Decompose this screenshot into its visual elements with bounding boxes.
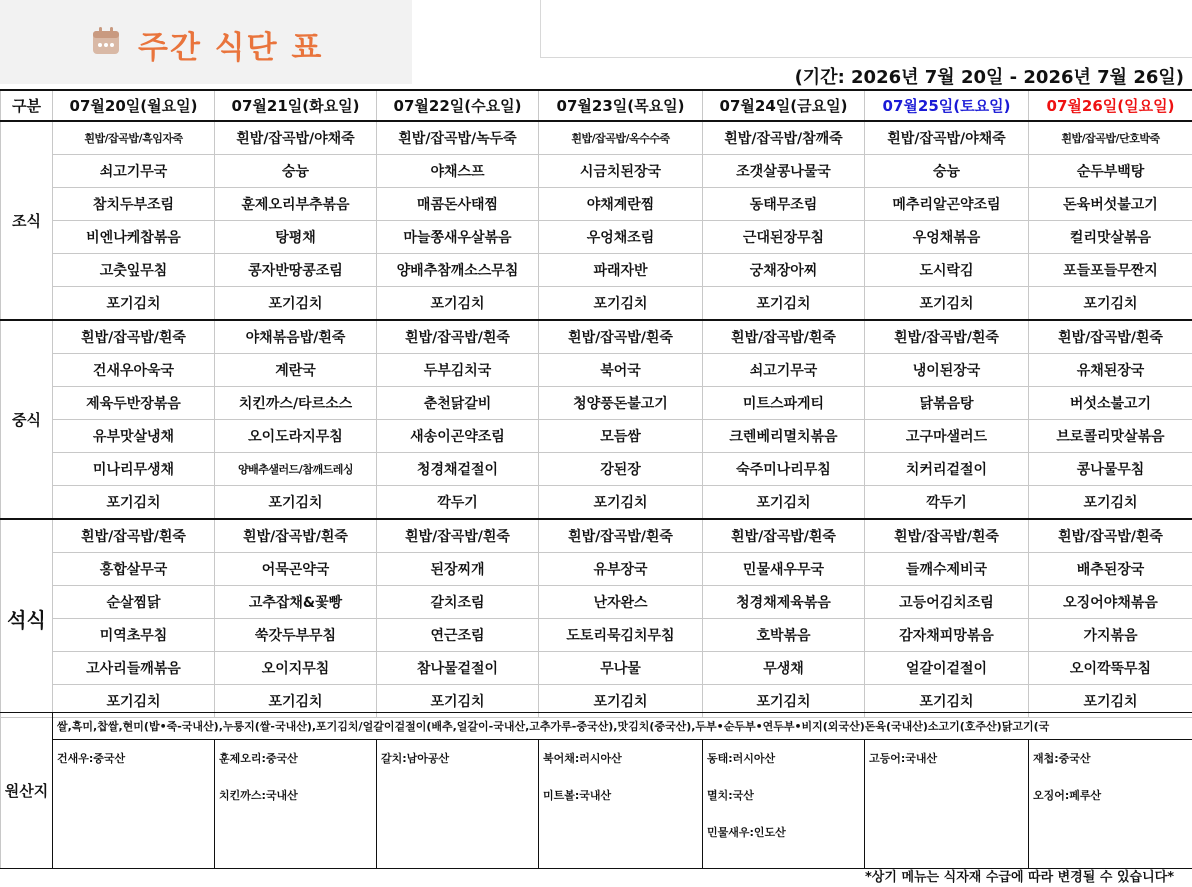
menu-item: 흰밥/잡곡밥/흰죽 xyxy=(53,519,215,553)
menu-item: 숭늉 xyxy=(865,155,1029,188)
menu-item: 순살찜닭 xyxy=(53,586,215,619)
menu-item: 홍합살무국 xyxy=(53,553,215,586)
menu-row xyxy=(1,586,1192,619)
menu-item: 야채볶음밥/흰죽 xyxy=(215,320,377,354)
menu-item: 시금치된장국 xyxy=(539,155,703,188)
menu-item: 들깨수제비국 xyxy=(865,553,1029,586)
menu-item: 비엔나케찹볶음 xyxy=(53,221,215,254)
menu-item: 청경채제육볶음 xyxy=(703,586,865,619)
menu-item: 흰밥/잡곡밥/흰죽 xyxy=(539,519,703,553)
menu-item: 버섯소불고기 xyxy=(1029,387,1192,420)
menu-item: 순두부백탕 xyxy=(1029,155,1192,188)
menu-item: 흰밥/잡곡밥/흰죽 xyxy=(215,519,377,553)
menu-row xyxy=(1,155,1192,188)
menu-item: 가지볶음 xyxy=(1029,619,1192,652)
menu-row xyxy=(1,420,1192,453)
menu-item: 흰밥/잡곡밥/흰죽 xyxy=(377,519,539,553)
menu-item: 동태무조림 xyxy=(703,188,865,221)
menu-item: 포기김치 xyxy=(539,486,703,520)
grid-line xyxy=(540,57,1192,58)
menu-item: 포기김치 xyxy=(377,685,539,718)
menu-item: 냉이된장국 xyxy=(865,354,1029,387)
menu-item: 제육두반장볶음 xyxy=(53,387,215,420)
footer-note: *상기 메뉴는 식자재 수급에 따라 변경될 수 있습니다* xyxy=(865,870,1174,885)
menu-item: 포기김치 xyxy=(53,287,215,321)
day-header: 07월22일(수요일) xyxy=(377,90,539,121)
weekly-menu-table xyxy=(0,89,1192,718)
menu-item: 고등어김치조림 xyxy=(865,586,1029,619)
menu-item: 청경채겉절이 xyxy=(377,453,539,486)
menu-item: 참나물겉절이 xyxy=(377,652,539,685)
menu-item: 어묵곤약국 xyxy=(215,553,377,586)
menu-item: 흰밥/잡곡밥/흰죽 xyxy=(703,320,865,354)
menu-item: 오이지무침 xyxy=(215,652,377,685)
menu-item: 무생채 xyxy=(703,652,865,685)
menu-item: 깍두기 xyxy=(865,486,1029,520)
day-header: 07월24일(금요일) xyxy=(703,90,865,121)
menu-item: 흰밥/잡곡밥/흑임자죽 xyxy=(53,121,215,155)
menu-item: 유부장국 xyxy=(539,553,703,586)
origin-cell xyxy=(865,740,1029,869)
menu-item: 야채계란찜 xyxy=(539,188,703,221)
menu-item: 흰밥/잡곡밥/참깨죽 xyxy=(703,121,865,155)
page-title: 주간 식단 표 xyxy=(138,30,324,66)
day-header: 07월20일(월요일) xyxy=(53,90,215,121)
menu-item: 새송이곤약조림 xyxy=(377,420,539,453)
menu-item: 고춧잎무침 xyxy=(53,254,215,287)
origin-item: 갈치:남아공산 xyxy=(381,752,450,765)
menu-item: 건새우아욱국 xyxy=(53,354,215,387)
menu-item: 조갯살콩나물국 xyxy=(703,155,865,188)
menu-item: 포기김치 xyxy=(1029,287,1192,321)
menu-item: 포기김치 xyxy=(53,486,215,520)
menu-item: 포기김치 xyxy=(215,486,377,520)
menu-item: 훈제오리부추볶음 xyxy=(215,188,377,221)
origin-cell xyxy=(539,740,703,869)
menu-item: 미나리무생채 xyxy=(53,453,215,486)
menu-item: 포기김치 xyxy=(215,685,377,718)
period-label: (기간: 2026년 7월 20일 - 2026년 7월 26일) xyxy=(794,67,1184,88)
menu-item: 고사리들깨볶음 xyxy=(53,652,215,685)
menu-item: 유부맛살냉채 xyxy=(53,420,215,453)
menu-item: 브로콜리맛살볶음 xyxy=(1029,420,1192,453)
day-header: 07월25일(토요일) xyxy=(865,90,1029,121)
menu-item: 연근조림 xyxy=(377,619,539,652)
origin-item: 훈제오리:중국산 xyxy=(219,752,298,765)
menu-item: 숭늉 xyxy=(215,155,377,188)
menu-item: 마늘쫑새우살볶음 xyxy=(377,221,539,254)
menu-item: 감자채피망볶음 xyxy=(865,619,1029,652)
corner-label: 구분 xyxy=(1,90,53,121)
origin-item: 동태:러시아산 xyxy=(707,752,776,765)
day-header-row xyxy=(1,90,1192,121)
menu-item: 유채된장국 xyxy=(1029,354,1192,387)
menu-item: 포기김치 xyxy=(215,287,377,321)
origin-item: 건새우:중국산 xyxy=(57,752,126,765)
menu-item: 포기김치 xyxy=(865,287,1029,321)
calendar-icon xyxy=(90,25,122,57)
menu-item: 고추잡채&꽃빵 xyxy=(215,586,377,619)
menu-item: 난자완스 xyxy=(539,586,703,619)
menu-item: 얼갈이겉절이 xyxy=(865,652,1029,685)
menu-item: 포기김치 xyxy=(703,685,865,718)
menu-item: 흰밥/잡곡밥/녹두죽 xyxy=(377,121,539,155)
menu-item: 포기김치 xyxy=(1029,486,1192,520)
menu-item: 야채스프 xyxy=(377,155,539,188)
menu-item: 춘천닭갈비 xyxy=(377,387,539,420)
menu-item: 흰밥/잡곡밥/흰죽 xyxy=(539,320,703,354)
menu-row xyxy=(1,553,1192,586)
menu-item: 호박볶음 xyxy=(703,619,865,652)
menu-item: 된장찌개 xyxy=(377,553,539,586)
menu-item: 고구마샐러드 xyxy=(865,420,1029,453)
menu-item: 흰밥/잡곡밥/흰죽 xyxy=(53,320,215,354)
menu-item: 치커리겉절이 xyxy=(865,453,1029,486)
origin-cell xyxy=(377,740,539,869)
origin-summary: 쌀,흑미,찹쌀,현미(밥•죽-국내산),누룽지(쌀-국내산),포기김치/얼갈이겉절이(배추,얼갈이-국내산,고추가루-중국산),맛김치(중국산),두부•순두부•연두부•비지(외국산)돈육(국내산)소고기(호주산)닭고기(국 xyxy=(53,713,1192,740)
meal-label: 조식 xyxy=(1,121,53,320)
menu-item: 포기김치 xyxy=(377,287,539,321)
menu-row xyxy=(1,652,1192,685)
menu-item: 포기김치 xyxy=(703,486,865,520)
menu-item: 흰밥/잡곡밥/야채죽 xyxy=(215,121,377,155)
origin-item: 치킨까스:국내산 xyxy=(219,789,298,802)
menu-item: 포기김치 xyxy=(539,287,703,321)
menu-item: 쇠고기무국 xyxy=(53,155,215,188)
menu-row xyxy=(1,188,1192,221)
day-header: 07월23일(목요일) xyxy=(539,90,703,121)
menu-item: 참치두부조림 xyxy=(53,188,215,221)
menu-item: 계란국 xyxy=(215,354,377,387)
origin-item: 멸치:국산 xyxy=(707,789,754,802)
origin-label: 원산지 xyxy=(1,713,53,869)
origin-details-row xyxy=(1,740,1192,869)
menu-item: 매콤돈사태찜 xyxy=(377,188,539,221)
menu-item: 배추된장국 xyxy=(1029,553,1192,586)
menu-item: 흰밥/잡곡밥/흰죽 xyxy=(865,519,1029,553)
menu-row xyxy=(1,121,1192,155)
origin-item: 북어채:러시아산 xyxy=(543,752,622,765)
menu-row xyxy=(1,254,1192,287)
menu-item: 깍두기 xyxy=(377,486,539,520)
menu-item: 두부김치국 xyxy=(377,354,539,387)
menu-item: 근대된장무침 xyxy=(703,221,865,254)
menu-item: 흰밥/잡곡밥/흰죽 xyxy=(703,519,865,553)
menu-item: 민물새우무국 xyxy=(703,553,865,586)
menu-item: 우엉채조림 xyxy=(539,221,703,254)
menu-item: 갈치조림 xyxy=(377,586,539,619)
menu-item: 흰밥/잡곡밥/옥수수죽 xyxy=(539,121,703,155)
origin-cell xyxy=(53,740,215,869)
day-header: 07월21일(화요일) xyxy=(215,90,377,121)
menu-item: 크렌베리멸치볶음 xyxy=(703,420,865,453)
menu-item: 흰밥/잡곡밥/단호박죽 xyxy=(1029,121,1192,155)
menu-item: 북어국 xyxy=(539,354,703,387)
menu-row xyxy=(1,387,1192,420)
origin-cell xyxy=(703,740,865,869)
origin-item: 고등어:국내산 xyxy=(869,752,938,765)
origin-item: 재첩:중국산 xyxy=(1033,752,1091,765)
menu-item: 미트스파게티 xyxy=(703,387,865,420)
menu-item: 콩나물무침 xyxy=(1029,453,1192,486)
menu-item: 양배추참깨소스무침 xyxy=(377,254,539,287)
menu-item: 쇠고기무국 xyxy=(703,354,865,387)
menu-item: 돈육버섯불고기 xyxy=(1029,188,1192,221)
grid-line xyxy=(540,0,541,58)
origin-item: 미트볼:국내산 xyxy=(543,789,612,802)
menu-item: 양배추샐러드/참깨드레싱 xyxy=(215,453,377,486)
menu-row xyxy=(1,519,1192,553)
menu-item: 닭볶음탕 xyxy=(865,387,1029,420)
menu-item: 오이깍뚝무침 xyxy=(1029,652,1192,685)
menu-item: 포기김치 xyxy=(539,685,703,718)
menu-item: 미역초무침 xyxy=(53,619,215,652)
meal-label: 석식 xyxy=(1,519,53,718)
menu-item: 쑥갓두부무침 xyxy=(215,619,377,652)
menu-item: 치킨까스/타르소스 xyxy=(215,387,377,420)
menu-item: 궁채장아찌 xyxy=(703,254,865,287)
menu-row xyxy=(1,486,1192,520)
menu-item: 숙주미나리무침 xyxy=(703,453,865,486)
menu-item: 강된장 xyxy=(539,453,703,486)
menu-item: 오징어야채볶음 xyxy=(1029,586,1192,619)
menu-row xyxy=(1,221,1192,254)
menu-row xyxy=(1,453,1192,486)
menu-item: 파래자반 xyxy=(539,254,703,287)
origin-cell xyxy=(215,740,377,869)
menu-item: 탕평채 xyxy=(215,221,377,254)
menu-item: 도시락김 xyxy=(865,254,1029,287)
meal-label: 중식 xyxy=(1,320,53,519)
menu-item: 우엉채볶음 xyxy=(865,221,1029,254)
menu-item: 흰밥/잡곡밥/흰죽 xyxy=(1029,320,1192,354)
menu-row xyxy=(1,287,1192,321)
origin-item: 오징어:페루산 xyxy=(1033,789,1102,802)
menu-item: 도토리묵김치무침 xyxy=(539,619,703,652)
menu-item: 오이도라지무침 xyxy=(215,420,377,453)
menu-item: 흰밥/잡곡밥/야채죽 xyxy=(865,121,1029,155)
day-header: 07월26일(일요일) xyxy=(1029,90,1192,121)
menu-row xyxy=(1,619,1192,652)
menu-item: 컬리맛살볶음 xyxy=(1029,221,1192,254)
menu-item: 포기김치 xyxy=(703,287,865,321)
menu-item: 무나물 xyxy=(539,652,703,685)
menu-item: 청양풍돈불고기 xyxy=(539,387,703,420)
menu-row xyxy=(1,354,1192,387)
origin-cell xyxy=(1029,740,1192,869)
menu-item: 메추리알곤약조림 xyxy=(865,188,1029,221)
menu-row xyxy=(1,320,1192,354)
menu-item: 포들포들무짠지 xyxy=(1029,254,1192,287)
menu-item: 모듬쌈 xyxy=(539,420,703,453)
menu-item: 흰밥/잡곡밥/흰죽 xyxy=(377,320,539,354)
origin-table xyxy=(0,712,1192,869)
menu-item: 흰밥/잡곡밥/흰죽 xyxy=(1029,519,1192,553)
menu-item: 포기김치 xyxy=(53,685,215,718)
menu-item: 포기김치 xyxy=(1029,685,1192,718)
origin-item: 민물새우:인도산 xyxy=(707,826,786,839)
menu-item: 콩자반땅콩조림 xyxy=(215,254,377,287)
menu-item: 포기김치 xyxy=(865,685,1029,718)
menu-item: 흰밥/잡곡밥/흰죽 xyxy=(865,320,1029,354)
